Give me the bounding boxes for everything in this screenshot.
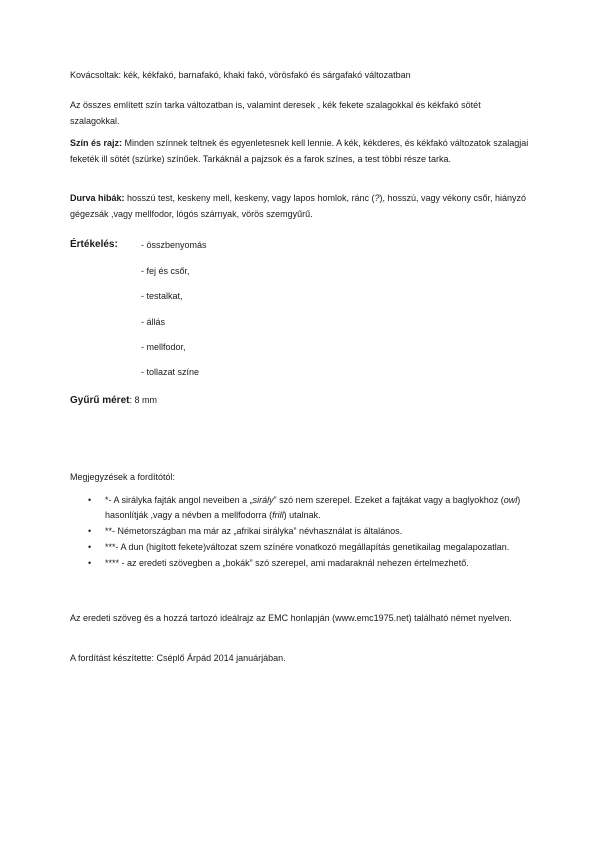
evaluation-item: - állás [141,317,166,327]
evaluation-item: - testalkat, [141,291,183,301]
color-pattern-paragraph [70,136,530,167]
note-item: • **** - az eredeti szövegben a „bokák” szó szerepel, ami madaraknál nehezen értelmezhető. [88,556,528,571]
varieties-paragraph: Kovácsoltak: kék, kékfakó, barnafakó, khaki fakó, vörösfakó és sárgafakó változatban [70,70,411,80]
translator-paragraph: A fordítást készítette: Cséplő Árpád 2014 januárjában. [70,653,286,663]
faults-text-italic: ? [374,193,380,203]
faults-text-1: hosszú test, keskeny mell, keskeny, vagy lapos homlok, ránc ( [124,193,375,203]
evaluation-item: - mellfodor, [141,342,186,352]
note-item: • **- Németországban ma már az „afrikai sirályka” névhasználat is általános. [88,524,528,539]
bullet-icon: • [88,557,92,568]
ring-size-label: Gyűrű méret [70,395,130,406]
patterns-paragraph: Az összes említett szín tarka változatban is, valamint deresek , kék fekete szalagokkal és kékfakó sötét szalagokkal. [70,100,481,126]
faults-text-2: ), hosszú, vagy vékony csőr, hiányzó gégezsák ,vagy mellfodor, lógós szárnyak, vörös szemgyűrű. [70,193,527,219]
notes-title: Megjegyzések a fordítótól: [70,472,176,482]
note-item: • *- A sirályka fajták angol neveiben a „sirály” szó nem szerepel. Ezeket a fajtákat vagy a baglyokhoz (owl) hasonlítják ,vagy a névben a mellfodorra (frill) utalnak. [88,495,521,520]
note-item: • ***- A dun (higított fekete)változat szem színére vonatkozó megállapítás genetikailag megalapozatlan. [88,540,528,555]
color-pattern-text: Minden színnek teltnek és egyenletesnek kell lennie. A kék, kékderes, és kékfakó változatok szalagjai feketék ill sötét (szürke) színűek. Tarkáknál a pajzsok és a farok színes, a test többi része tarka. [70,138,529,164]
bullet-icon: • [88,495,92,505]
evaluation-item: - összbenyomás [141,240,207,250]
evaluation-item: - tollazat színe [141,367,200,377]
evaluation-label: Értékelés: [70,239,118,250]
ring-size [70,393,530,409]
evaluation-item: - fej és csőr, [141,266,190,276]
bullet-icon: • [88,525,92,536]
faults-paragraph [70,191,530,222]
source-paragraph: Az eredeti szöveg és a hozzá tartozó ideálrajz az EMC honlapján (www.emc1975.net) található német nyelven. [70,613,512,623]
bullet-icon: • [88,541,92,552]
ring-size-value: : 8 mm [129,395,157,405]
color-pattern-label: Szín és rajz: [70,138,123,148]
notes-list [88,493,528,572]
faults-label: Durva hibák: [70,193,125,203]
